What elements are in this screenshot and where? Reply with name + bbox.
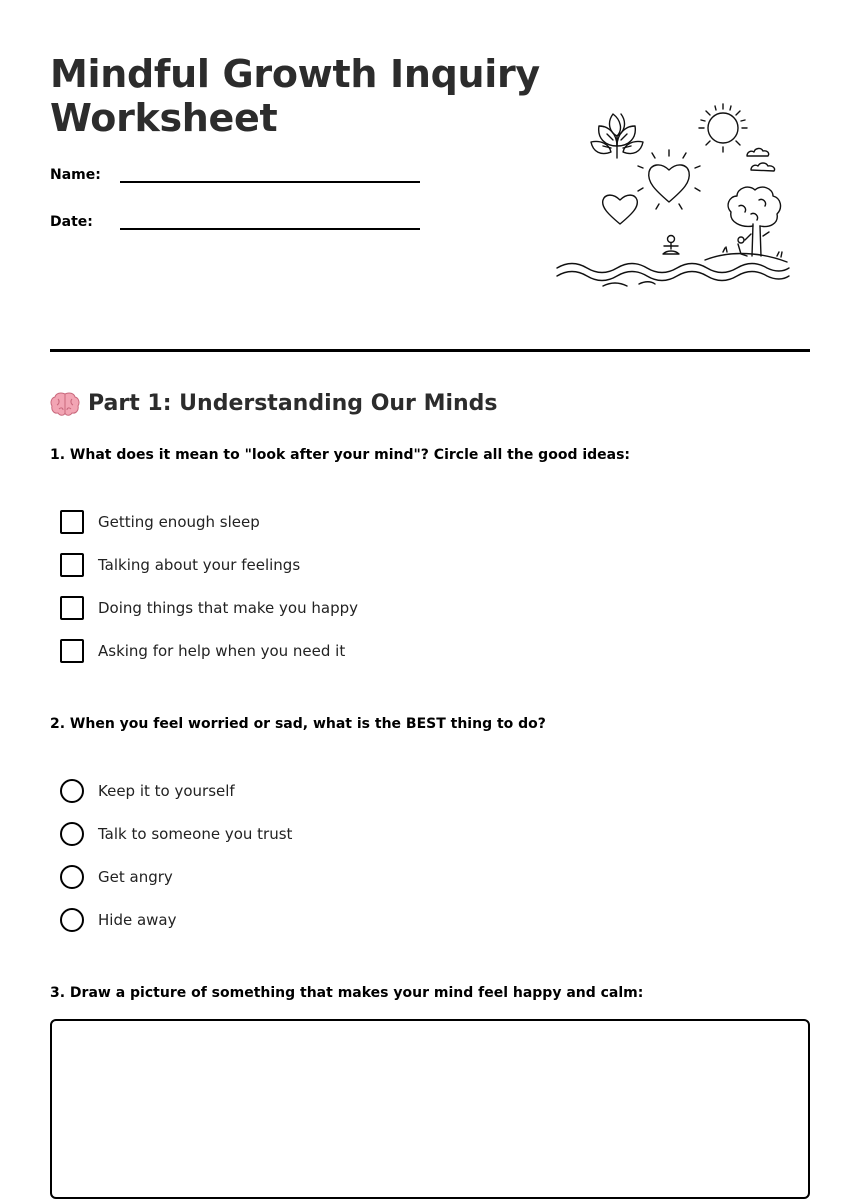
q1-option-3-label: Doing things that make you happy [98, 599, 358, 617]
cloud-icon [747, 148, 775, 171]
q2-option-2[interactable] [60, 821, 292, 847]
q2-option-1-label: Keep it to yourself [98, 782, 235, 800]
leaf-plant-icon [591, 114, 643, 158]
question-1: 1. What does it mean to "look after your mind"? Circle all the good ideas: [50, 447, 631, 463]
sun-icon [699, 104, 747, 152]
worksheet-title: Mindful Growth Inquiry Worksheet [50, 52, 540, 140]
mindful-illustration [555, 96, 795, 296]
q1-option-4[interactable] [60, 638, 345, 664]
drawing-area[interactable] [50, 1019, 810, 1199]
q1-option-3[interactable] [60, 595, 358, 621]
q2-radio-4[interactable] [60, 908, 84, 932]
date-label: Date: [50, 214, 93, 230]
q1-checkbox-1[interactable] [60, 510, 84, 534]
q2-option-4[interactable] [60, 907, 177, 933]
tree-icon [728, 187, 780, 256]
q2-option-3[interactable] [60, 864, 173, 890]
q1-checkbox-2[interactable] [60, 553, 84, 577]
question-3: 3. Draw a picture of something that makes your mind feel happy and calm: [50, 985, 644, 1001]
q2-radio-2[interactable] [60, 822, 84, 846]
date-field-row [50, 213, 430, 243]
q1-checkbox-3[interactable] [60, 596, 84, 620]
q2-radio-3[interactable] [60, 865, 84, 889]
brain-icon [50, 391, 80, 417]
name-field[interactable] [120, 181, 420, 183]
heart-icon [603, 195, 638, 224]
name-field-row [50, 166, 430, 196]
q1-option-2-label: Talking about your feelings [98, 556, 301, 574]
q2-option-3-label: Get angry [98, 868, 173, 886]
worksheet-page [50, 0, 810, 1161]
q1-option-1-label: Getting enough sleep [98, 513, 260, 531]
q1-option-1[interactable] [60, 509, 260, 535]
q2-option-1[interactable] [60, 778, 235, 804]
date-field[interactable] [120, 228, 420, 230]
water-waves-icon [557, 264, 789, 287]
part1-heading [50, 388, 498, 420]
meditation-figure-icon [663, 236, 679, 255]
q1-checkbox-4[interactable] [60, 639, 84, 663]
q1-option-2[interactable] [60, 552, 300, 578]
name-label: Name: [50, 167, 101, 183]
section-divider [50, 349, 810, 352]
part1-heading-text: Part 1: Understanding Our Minds [88, 391, 498, 416]
q1-option-4-label: Asking for help when you need it [98, 642, 346, 660]
question-2: 2. When you feel worried or sad, what is the BEST thing to do? [50, 716, 546, 732]
q2-option-4-label: Hide away [98, 911, 177, 929]
heart-rays-icon [638, 150, 700, 209]
island-ground [705, 254, 787, 263]
q2-radio-1[interactable] [60, 779, 84, 803]
q2-option-2-label: Talk to someone you trust [98, 825, 293, 843]
